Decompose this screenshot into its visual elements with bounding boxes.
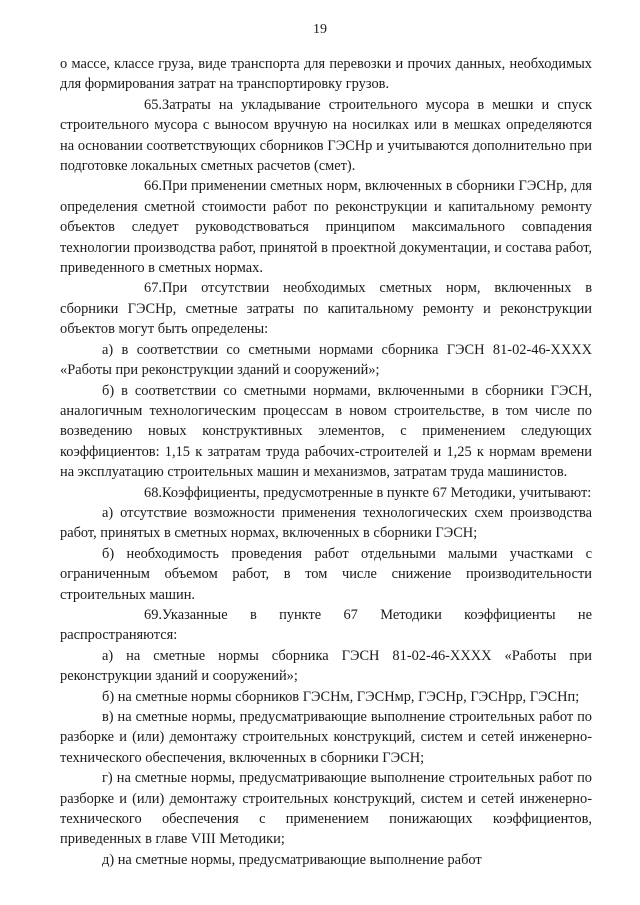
paragraph-continuation bbox=[60, 54, 592, 95]
paragraph-67-item-a bbox=[60, 340, 592, 381]
paragraph-number: 65. bbox=[144, 96, 162, 113]
paragraph-text: б) необходимость проведения работ отдельными малыми участками с ограниченным объемом работ, в том числе снижение производительности строительных машин. bbox=[60, 545, 592, 603]
paragraph-text: д) на сметные нормы, предусматривающие выполнение работ bbox=[102, 851, 482, 868]
paragraph-text: б) в соответствии со сметными нормами, включенными в сборники ГЭСН, аналогичным технологическим процессам в новом строительстве, в том числе по возведению новых конструктивных элементов, с применением следующих коэффициентов: 1,15 к затратам труда рабочих-строителей и 1,25 к нормам времени на эксплуатацию строительных машин и механизмов, затратам труда машинистов. bbox=[60, 382, 592, 481]
paragraph-text: в) на сметные нормы, предусматривающие выполнение строительных работ по разборке и (или) демонтажу строительных конструкций, систем и сетей инженерно-технического обеспечения, включенных в сборники ГЭСН; bbox=[60, 709, 592, 766]
paragraph-68 bbox=[60, 483, 592, 503]
paragraph-69-item-e bbox=[60, 850, 592, 870]
paragraph-68-item-b bbox=[60, 544, 592, 605]
paragraph-text: Указанные в пункте 67 Методики коэффициенты не распространяются: bbox=[60, 606, 592, 644]
paragraph-67 bbox=[60, 278, 592, 339]
paragraph-text: о массе, классе груза, виде транспорта для перевозки и прочих данных, необходимых для формирования затрат на транспортировку грузов. bbox=[60, 56, 592, 93]
paragraph-text: а) отсутствие возможности применения технологических схем производства работ, принятых в сметных нормах, включенных в сборники ГЭСН; bbox=[60, 504, 592, 542]
paragraph-text: а) в соответствии со сметными нормами сборника ГЭСН 81-02-46-ХХХХ «Работы при реконструкции зданий и сооружений»; bbox=[60, 341, 592, 379]
document-body bbox=[60, 54, 592, 870]
paragraph-number: 69. bbox=[144, 606, 162, 623]
paragraph-69-item-d bbox=[60, 768, 592, 850]
paragraph-69-item-b bbox=[60, 687, 592, 707]
paragraph-67-item-b bbox=[60, 381, 592, 483]
paragraph-65 bbox=[60, 95, 592, 177]
paragraph-text: г) на сметные нормы, предусматривающие выполнение строительных работ по разборке и (или) демонтажу строительных конструкций, систем и сетей инженерно-технического обеспечения с применением понижающих коэффициентов, приведенных в главе VIII Методики; bbox=[60, 770, 592, 848]
paragraph-number: 66. bbox=[144, 178, 162, 195]
paragraph-number: 67. bbox=[144, 280, 162, 297]
paragraph-66 bbox=[60, 176, 592, 278]
paragraph-text: а) на сметные нормы сборника ГЭСН 81-02-46-ХХХХ «Работы при реконструкции зданий и сооружений»; bbox=[60, 647, 592, 685]
paragraph-text: Затраты на укладывание строительного мусора в мешки и спуск строительного мусора с выносом вручную на носилках или в мешках определяются на основании соответствующих сборников ГЭСНр и учитываются дополнительно при подготовке локальных сметных расчетов (смет). bbox=[60, 96, 592, 175]
paragraph-68-item-a bbox=[60, 503, 592, 544]
paragraph-text: При применении сметных норм, включенных в сборники ГЭСНр, для определения сметной стоимости работ по реконструкции и капитальному ремонту объектов следует руководствоваться принципом максимального совпадения технологии производства работ, принятой в проектной документации, и состава работ, приведенного в сметных нормах. bbox=[60, 178, 592, 277]
paragraph-69-item-c bbox=[60, 707, 592, 768]
paragraph-text: При отсутствии необходимых сметных норм, включенных в сборники ГЭСНр, сметные затраты по капитальному ремонту и реконструкции объектов могут быть определены: bbox=[60, 280, 592, 338]
paragraph-text: Коэффициенты, предусмотренные в пункте 67 Методики, учитывают: bbox=[162, 484, 592, 501]
paragraph-69 bbox=[60, 605, 592, 646]
paragraph-69-item-a bbox=[60, 646, 592, 687]
paragraph-number: 68. bbox=[144, 484, 162, 501]
page-number: 19 bbox=[313, 22, 327, 37]
paragraph-text: б) на сметные нормы сборников ГЭСНм, ГЭСНмр, ГЭСНр, ГЭСНрр, ГЭСНп; bbox=[102, 688, 580, 705]
